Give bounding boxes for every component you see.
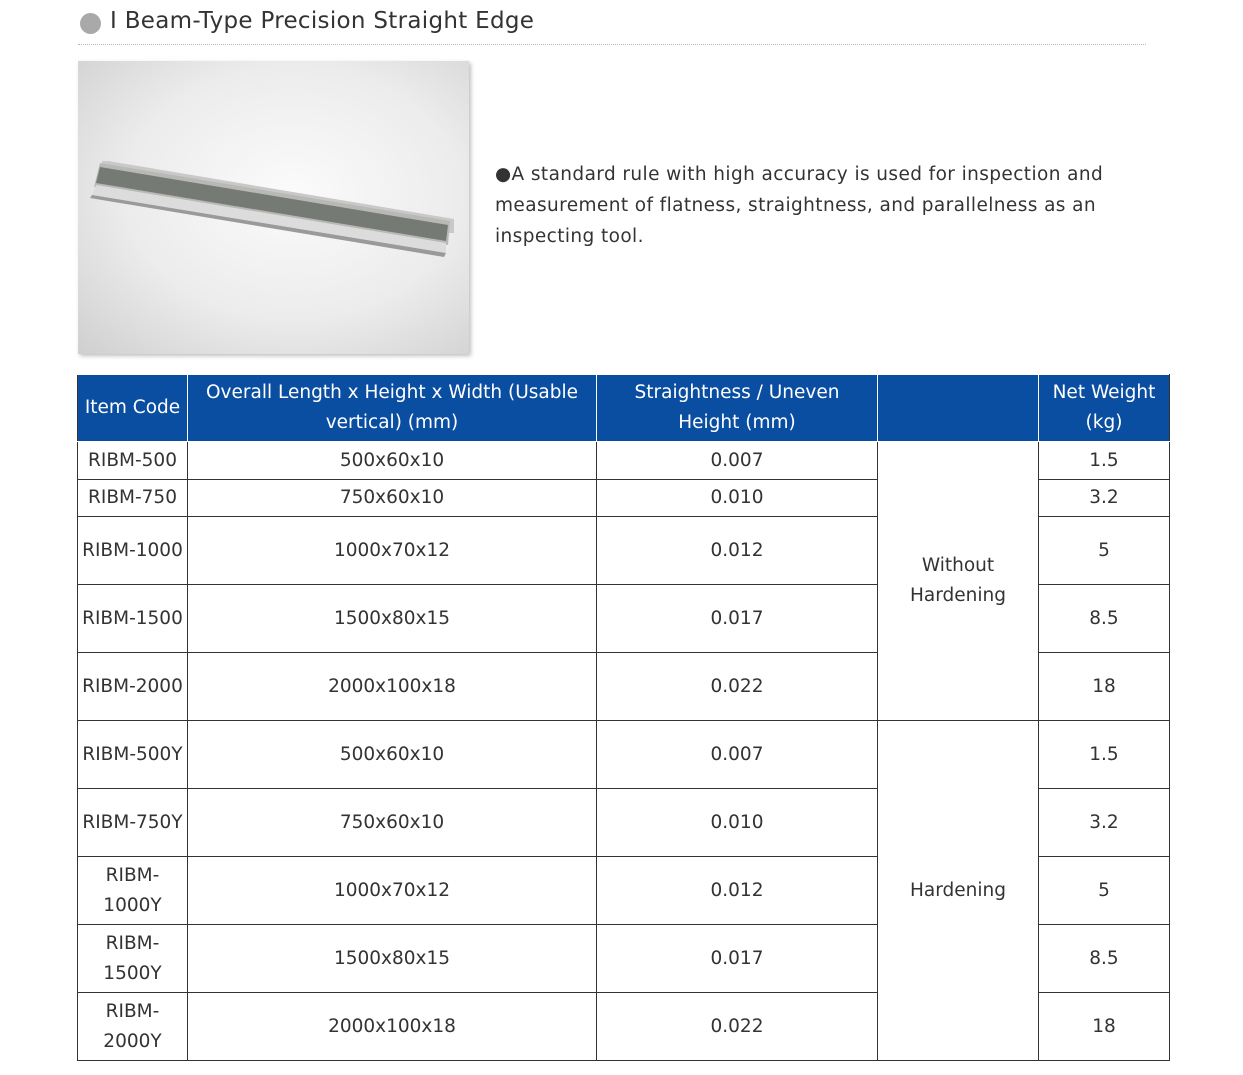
- cell-hardening-group: Hardening: [878, 721, 1039, 1061]
- header-straightness: Straightness / Uneven Height (mm): [597, 375, 878, 442]
- cell-net-weight: 3.2: [1039, 789, 1170, 857]
- cell-hardening-group: Without Hardening: [878, 442, 1039, 721]
- cell-dimensions: 500x60x10: [188, 442, 597, 480]
- cell-net-weight: 1.5: [1039, 721, 1170, 789]
- cell-dimensions: 750x60x10: [188, 480, 597, 517]
- cell-dimensions: 1500x80x15: [188, 585, 597, 653]
- spec-table: [77, 374, 1170, 1061]
- product-description: ●A standard rule with high accuracy is used for inspection and measurement of flatness, straightness, and parallelness as an inspecting tool.: [495, 164, 1104, 247]
- cell-straightness: 0.017: [597, 585, 878, 653]
- product-image: [78, 61, 469, 354]
- cell-net-weight: 1.5: [1039, 442, 1170, 480]
- cell-item-code: RIBM-1000: [78, 517, 188, 585]
- cell-straightness: 0.007: [597, 721, 878, 789]
- cell-net-weight: 5: [1039, 517, 1170, 585]
- straight-edge-illustration: [78, 61, 469, 354]
- cell-net-weight: 3.2: [1039, 480, 1170, 517]
- cell-item-code: RIBM-1500Y: [78, 925, 188, 993]
- cell-dimensions: 2000x100x18: [188, 653, 597, 721]
- cell-net-weight: 5: [1039, 857, 1170, 925]
- cell-dimensions: 2000x100x18: [188, 993, 597, 1061]
- cell-net-weight: 8.5: [1039, 925, 1170, 993]
- cell-net-weight: 18: [1039, 653, 1170, 721]
- cell-straightness: 0.012: [597, 517, 878, 585]
- cell-item-code: RIBM-1500: [78, 585, 188, 653]
- cell-item-code: RIBM-500Y: [78, 721, 188, 789]
- header-hardening: [878, 375, 1039, 442]
- cell-item-code: RIBM-2000Y: [78, 993, 188, 1061]
- cell-dimensions: 1500x80x15: [188, 925, 597, 993]
- cell-item-code: RIBM-750Y: [78, 789, 188, 857]
- cell-straightness: 0.017: [597, 925, 878, 993]
- cell-straightness: 0.010: [597, 789, 878, 857]
- page-title: I Beam-Type Precision Straight Edge: [110, 8, 535, 34]
- cell-straightness: 0.022: [597, 993, 878, 1061]
- cell-straightness: 0.010: [597, 480, 878, 517]
- table-row: [78, 721, 1170, 789]
- bullet-icon: [80, 13, 101, 34]
- cell-net-weight: 8.5: [1039, 585, 1170, 653]
- header-dimensions: Overall Length x Height x Width (Usable vertical) (mm): [188, 375, 597, 442]
- table-row: [78, 442, 1170, 480]
- cell-dimensions: 1000x70x12: [188, 857, 597, 925]
- cell-item-code: RIBM-1000Y: [78, 857, 188, 925]
- header-item-code: Item Code: [78, 375, 188, 442]
- cell-item-code: RIBM-2000: [78, 653, 188, 721]
- cell-item-code: RIBM-500: [78, 442, 188, 480]
- cell-straightness: 0.022: [597, 653, 878, 721]
- cell-dimensions: 500x60x10: [188, 721, 597, 789]
- page-title-row: [78, 6, 1146, 45]
- cell-item-code: RIBM-750: [78, 480, 188, 517]
- table-body: [78, 442, 1170, 1061]
- header-net-weight: Net Weight (kg): [1039, 375, 1170, 442]
- cell-dimensions: 1000x70x12: [188, 517, 597, 585]
- table-header-row: [78, 375, 1170, 442]
- cell-net-weight: 18: [1039, 993, 1170, 1061]
- cell-dimensions: 750x60x10: [188, 789, 597, 857]
- cell-straightness: 0.007: [597, 442, 878, 480]
- cell-straightness: 0.012: [597, 857, 878, 925]
